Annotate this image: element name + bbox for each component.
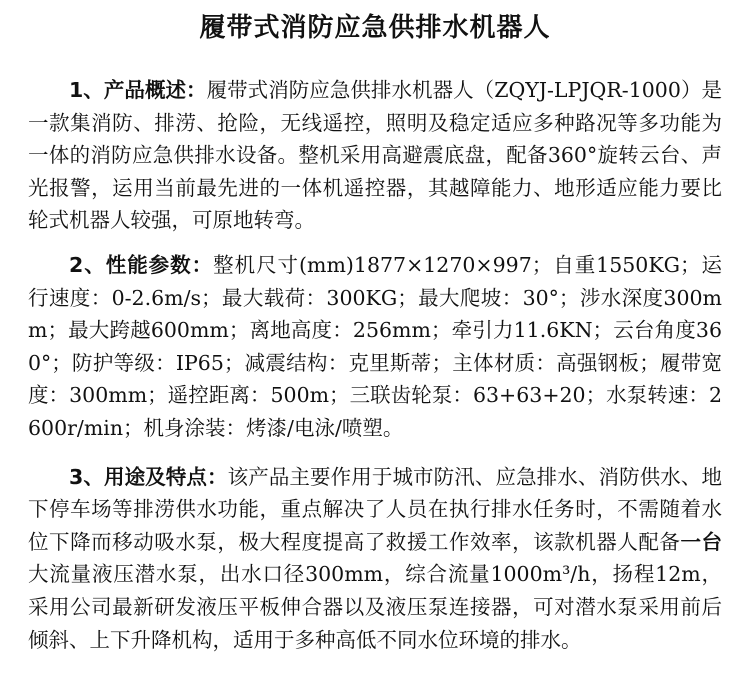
section-body-overview: 履带式消防应急供排水机器人（ZQYJ-LPJQR-1000）是一款集消防、排涝、抢险，无线遥控，照明及稳定适应多种路况等多功能为一体的消防应急供排水设备。整机采用高避震底盘，配备360°旋转云台、声光报警，运用当前最先进的一体机遥控器，其越障能力、地形适应能力要比轮式机器人较强，可原地转弯。: [28, 78, 722, 233]
section-body-uses-part2: 大流量液压潜水泵，出水口径300mm，综合流量1000m³/h，扬程12m，采用公司最新研发液压平板伸合器以及液压泵连接器，可对潜水泵采用前后倾斜、上下升降机构，适用于多种高低不同水位环境的排水。: [28, 562, 722, 652]
section-heading-uses: 3、用途及特点：: [69, 464, 228, 489]
section-heading-overview: 1、产品概述：: [69, 78, 207, 102]
section-product-overview: [28, 74, 722, 237]
section-performance-parameters: [28, 249, 722, 445]
section-heading-parameters: 2、性能参数：: [69, 252, 214, 277]
section-uses-and-features: [28, 461, 722, 657]
section-body-uses-highlight: 一台: [680, 529, 722, 554]
document-title: 履带式消防应急供排水机器人: [199, 13, 551, 43]
document-page: [28, 10, 722, 656]
section-body-uses-part1: 该产品主要作用于城市防汛、应急排水、消防供水、地下停车场等排涝供水功能，重点解决了人员在执行排水任务时，不需随着水位下降而移动吸水泵，极大程度提高了救援工作效率，该款机器人配备: [28, 464, 723, 554]
section-body-parameters: 整机尺寸(mm)1877×1270×997；自重1550KG；运行速度：0-2.6m/s；最大载荷：300KG；最大爬坡：30°；涉水深度300mm；最大跨越600mm；离地高度：256mm；牵引力11.6KN；云台角度360°；防护等级：IP65；减震结构：克里斯蒂；主体材质：高强钢板；履带宽度：300mm；遥控距离：500m；三联齿轮泵：63+63+20；水泵转速：2600r/min；机身涂装：烤漆/电泳/喷塑。: [28, 252, 723, 440]
